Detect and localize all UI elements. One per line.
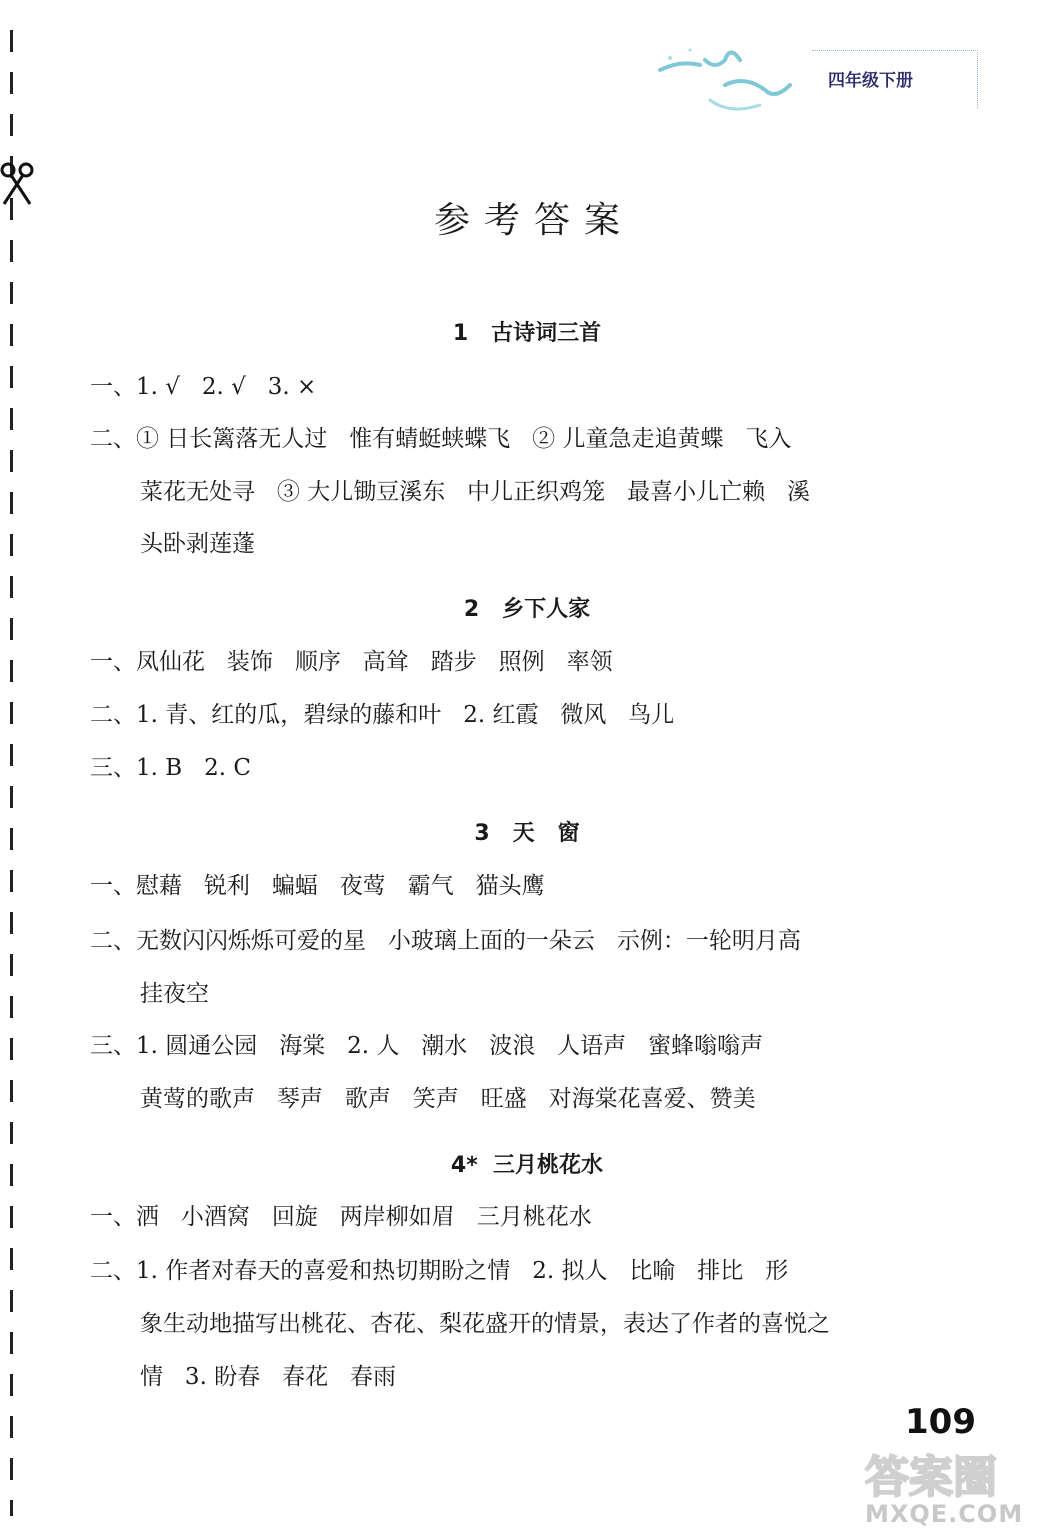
cut-line — [10, 30, 13, 1516]
answer-line: 一、凤仙花 装饰 顺序 高耸 踏步 照例 率领 — [90, 649, 613, 675]
answer-line: 一、洒 小酒窝 回旋 两岸柳如眉 三月桃花水 — [90, 1204, 592, 1230]
section-heading-1: 1 古诗词三首 — [452, 321, 602, 346]
page-number: 109 — [905, 1402, 976, 1442]
section-heading-4: 4* 三月桃花水 — [450, 1153, 604, 1178]
answer-line: 菜花无处寻 ③ 大儿锄豆溪东 中儿正织鸡笼 最喜小儿亡赖 溪 — [140, 479, 811, 505]
watermark-url: MXQE.COM — [865, 1500, 1024, 1528]
page-title: 参考答案 — [433, 200, 634, 241]
grade-label: 四年级下册 — [828, 71, 913, 91]
brand-logo-icon — [650, 30, 800, 120]
answer-line: 二、1. 青、红的瓜，碧绿的藤和叶 2. 红霞 微风 鸟儿 — [90, 702, 675, 728]
section-heading-3: 3 天 窗 — [474, 821, 580, 846]
answer-line: 头卧剥莲蓬 — [140, 531, 255, 557]
answer-line: 二、1. 作者对春天的喜爱和热切期盼之情 2. 拟人 比喻 排比 形 — [90, 1258, 789, 1284]
answer-line: 一、慰藉 锐利 蝙蝠 夜莺 霸气 猫头鹰 — [90, 873, 545, 899]
section-heading-2: 2 乡下人家 — [463, 597, 591, 622]
answer-line: 二、① 日长篱落无人过 惟有蜻蜓蛱蝶飞 ② 儿童急走追黄蝶 飞入 — [90, 426, 792, 452]
answer-line: 象生动地描写出桃花、杏花、梨花盛开的情景，表达了作者的喜悦之 — [140, 1311, 830, 1337]
answer-line: 情 3. 盼春 春花 春雨 — [140, 1364, 397, 1390]
answer-line: 三、1. B 2. C — [90, 755, 251, 781]
answer-line: 黄莺的歌声 琴声 歌声 笑声 旺盛 对海棠花喜爱、赞美 — [140, 1086, 756, 1112]
answer-line: 三、1. 圆通公园 海棠 2. 人 潮水 波浪 人语声 蜜蜂嗡嗡声 — [90, 1033, 764, 1059]
answer-line: 一、1. √ 2. √ 3. × — [90, 374, 317, 400]
watermark-text: 答案圈 — [865, 1452, 997, 1503]
answer-line: 二、无数闪闪烁烁可爱的星 小玻璃上面的一朵云 示例：一轮明月高 — [90, 928, 801, 954]
answer-line: 挂夜空 — [140, 981, 209, 1007]
